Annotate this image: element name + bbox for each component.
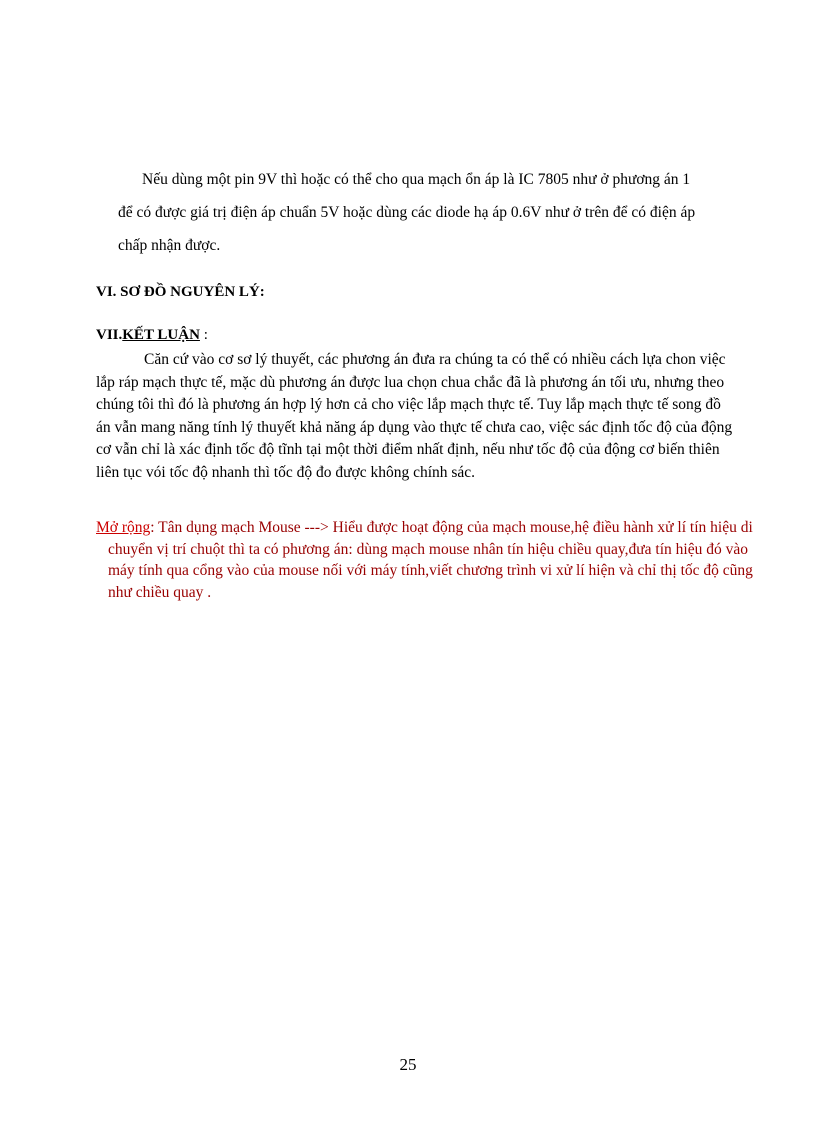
section-vii-heading <box>96 327 208 344</box>
conclusion-paragraph <box>96 349 736 484</box>
section-vii-prefix: VII. <box>96 327 123 343</box>
conclusion-paragraph-text: Căn cứ vào cơ sơ lý thuyết, các phương án đưa ra chúng ta có thể có nhiều cách lựa chon việc lắp ráp mạch thực tế, mặc dù phương án được lua chọn chua chắc đã là phương án tối ưu, nhưng theo chúng tôi thì đó là phương án hợp lý hơn cả cho việc lắp mạch thực tế. Tuy lắp mạch thực tế song đồ án vẫn mang năng tính lý thuyết khả năng áp dụng vào thực tế chưa cao, việc sác định tốc độ của động cơ vẫn chỉ là xác định tốc độ tĩnh tại một thời điểm nhất định, nếu như tốc độ của động cơ biến thiên liên tục vói tốc độ nhanh thì tốc độ đo được không chính sác. <box>96 351 733 481</box>
section-vi-heading: VI. SƠ ĐỒ NGUYÊN LÝ: <box>96 284 265 300</box>
page-number: 25 <box>399 1055 417 1074</box>
intro-paragraph <box>118 163 704 262</box>
extension-label: Mở rộng <box>96 519 151 536</box>
intro-paragraph-text: Nếu dùng một pin 9V thì hoặc có thể cho qua mạch ổn áp là IC 7805 như ở phương án 1 để có được giá trị điện áp chuẩn 5V hoặc dùng các diode hạ áp 0.6V như ở trên để có điện áp chấp nhận được. <box>118 171 696 254</box>
extension-paragraph <box>96 517 758 603</box>
section-vii-title: KẾT LUẬN <box>122 327 200 343</box>
section-vii-suffix: : <box>199 327 208 343</box>
extension-text: : Tân dụng mạch Mouse ---> Hiểu được hoạt động của mạch mouse,hệ điều hành xử lí tín hiệu di chuyển vị trí chuột thì ta có phương án: dùng mạch mouse nhân tín hiệu chiều quay,đưa tín hiệu đó vào máy tính qua cổng vào của mouse nối với máy tính,viết chương trình vi xử lí hiện và chỉ thị tốc độ cũng như chiều quay . <box>108 519 753 601</box>
